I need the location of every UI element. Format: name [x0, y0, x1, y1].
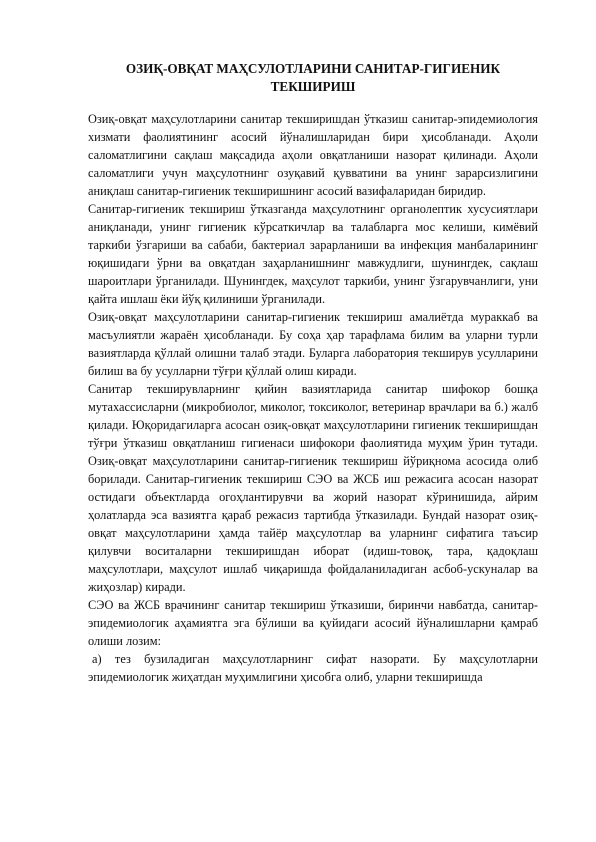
- paragraph-specialists: Санитар текширувларнинг қийин вазиятларида санитар шифокор бошқа мутахассисларни (микробиолог, миколог, токсиколог, ветеринар врачлари ва б.) жалб қилади. Юқоридагиларга асосан озиқ-овқат маҳсулотларини гигиеник текширишдан тўғри ўтказиш овқатланиш гигиенаси шифокори фаолиятида муҳим ўрин тутади. Озиқ-овқат маҳсулотларини санитар-гигиеник текшириш йўриқнома асосида олиб борилади. Санитар-гигиеник текшириш СЭО ва ЖСБ иш режасига асосан назорат остидаги объектларда огоҳлантирувчи ва жорий назорат кўринишида, айрим ҳолатларда эса вазиятга қараб режасиз тартибда ўтказилади. Бундай назорат озиқ-овқат маҳсулотларини ҳамда тайёр маҳсулотлар ва уларнинг сифатига таъсир қилувчи воситаларни текширишдан иборат (идиш-товоқ, тара, қадоқлаш маҳсулотлари, маҳсулот ишлаб чиқаришда фойдаланиладиган асбоб-ускуналар ва жиҳозлар) киради.: [88, 382, 538, 594]
- paragraph-list-item-a: а) тез бузиладиган маҳсулотларнинг сифат назорати. Бу маҳсулотларни эпидемиологик жиҳатдан муҳимлигини ҳисобга олиб, уларни текширишда: [88, 652, 538, 684]
- paragraph-complexity: Озиқ-овқат маҳсулотларини санитар-гигиеник текшириш амалиётда мураккаб ва масъулиятли жараён ҳисобланади. Бу соҳа ҳар тарафлама билим ва уларни турли вазиятларда қўллай олишни талаб этади. Буларга лаборатория текширув усулларини билиш ва бу усулларни тўғри қўллай олиш киради.: [88, 310, 538, 378]
- document-page: [88, 60, 538, 686]
- document-title: ОЗИҚ-ОВҚАТ МАҲСУЛОТЛАРИНИ САНИТАР-ГИГИЕНИК ТЕКШИРИШ: [125, 61, 501, 94]
- paragraph-intro: Озиқ-овқат маҳсулотларини санитар текширишдан ўтказиш санитар-эпидемиология хизмати фаолиятининг асосий йўналишларидан бири ҳисобланади. Аҳоли саломатлигини сақлаш мақсадида аҳоли овқатланиши назорат қилинади. Аҳоли саломатлиги учун маҳсулотнинг озуқавий қувватини ва унинг зарарсизлигини аниқлаш санитар-гигиеник текширишнинг асосий вазифаларидан биридир.: [88, 112, 538, 198]
- paragraph-organoleptic: Санитар-гигиеник текшириш ўтказганда маҳсулотнинг органолептик хусусиятлари аниқланади, унинг гигиеник кўрсаткичлар ва талабларга мос келиши, кимёвий таркиби ўзгариши ва сабаби, бактериал зарарланиши ва инфекция манбаларининг юқишидаги ўрни ва овқатдан заҳарланишнинг мавжудлиги, шунингдек, сақлаш шароитлари ўрганилади. Шунингдек, маҳсулот таркиби, унинг ўзгарувчанлиги, уни қайта ишлаш ёки йўқ қилиниши ўрганилади.: [88, 202, 538, 306]
- paragraph-directions: СЭО ва ЖСБ врачининг санитар текшириш ўтказиши, биринчи навбатда, санитар-эпидемиологик аҳамиятга эга бўлиши ва қуйидаги асосий йўналишларни қамраб олиши лозим:: [88, 598, 538, 648]
